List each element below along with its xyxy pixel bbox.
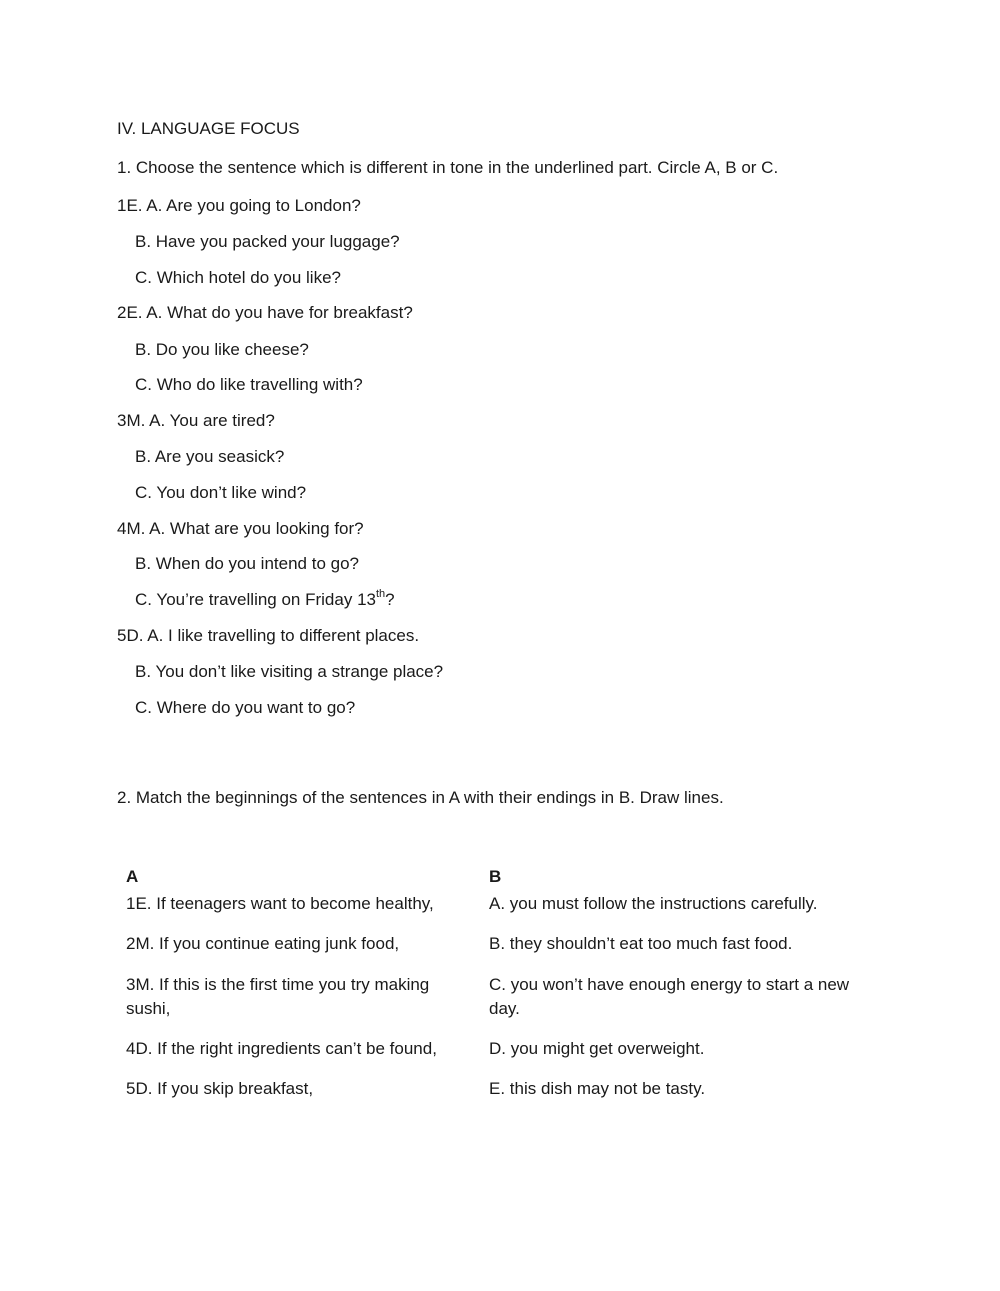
q5-option-a: 5D. A. I like travelling to different places. [117, 626, 420, 645]
column-a-item: 2M. If you continue eating junk food, [126, 934, 400, 953]
q1-option-c: C. Which hotel do you like? [135, 268, 341, 287]
q4-option-c-text: C. You’re travelling on Friday 13 [135, 590, 376, 609]
q4-option-a: 4M. A. What are you looking for? [117, 519, 364, 538]
q5-option-b: B. You don’t like visiting a strange place? [135, 662, 444, 681]
column-b-item: A. you must follow the instructions carefully. [489, 894, 818, 913]
q2-option-c: C. Who do like travelling with? [135, 375, 363, 394]
q3-option-c: C. You don’t like wind? [135, 483, 307, 502]
q4-option-b: B. When do you intend to go? [135, 554, 359, 573]
q1-option-a: 1E. A. Are you going to London? [117, 196, 361, 215]
column-a-item: 1E. If teenagers want to become healthy, [126, 894, 434, 913]
q2-option-b: B. Do you like cheese? [135, 340, 309, 359]
column-a-header: A [126, 867, 139, 886]
q4-option-c-superscript: th [375, 588, 386, 601]
column-a-item: 5D. If you skip breakfast, [126, 1079, 314, 1098]
column-b-item: B. they shouldn’t eat too much fast food. [489, 934, 793, 953]
column-a-item: 4D. If the right ingredients can’t be found, [126, 1039, 437, 1058]
column-b-item: D. you might get overweight. [489, 1039, 705, 1058]
column-b-item: C. you won’t have enough energy to start a new day. [489, 975, 850, 1018]
column-b-header: B [489, 867, 502, 886]
q3-option-a: 3M. A. You are tired? [117, 411, 275, 430]
q1-option-b: B. Have you packed your luggage? [135, 232, 400, 251]
column-b-item: E. this dish may not be tasty. [489, 1079, 706, 1098]
exercise1-instruction: 1. Choose the sentence which is different in tone in the underlined part. Circle A, B or C. [117, 158, 779, 177]
q2-option-a: 2E. A. What do you have for breakfast? [117, 303, 413, 322]
q4-option-c-end: ? [385, 590, 395, 609]
column-a-item: 3M. If this is the first time you try making sushi, [126, 975, 430, 1018]
section-title: IV. LANGUAGE FOCUS [117, 119, 300, 138]
q4-option-c [135, 589, 395, 611]
q5-option-c: C. Where do you want to go? [135, 698, 356, 717]
exercise2-instruction: 2. Match the beginnings of the sentences in A with their endings in B. Draw lines. [117, 788, 724, 807]
q3-option-b: B. Are you seasick? [135, 447, 285, 466]
